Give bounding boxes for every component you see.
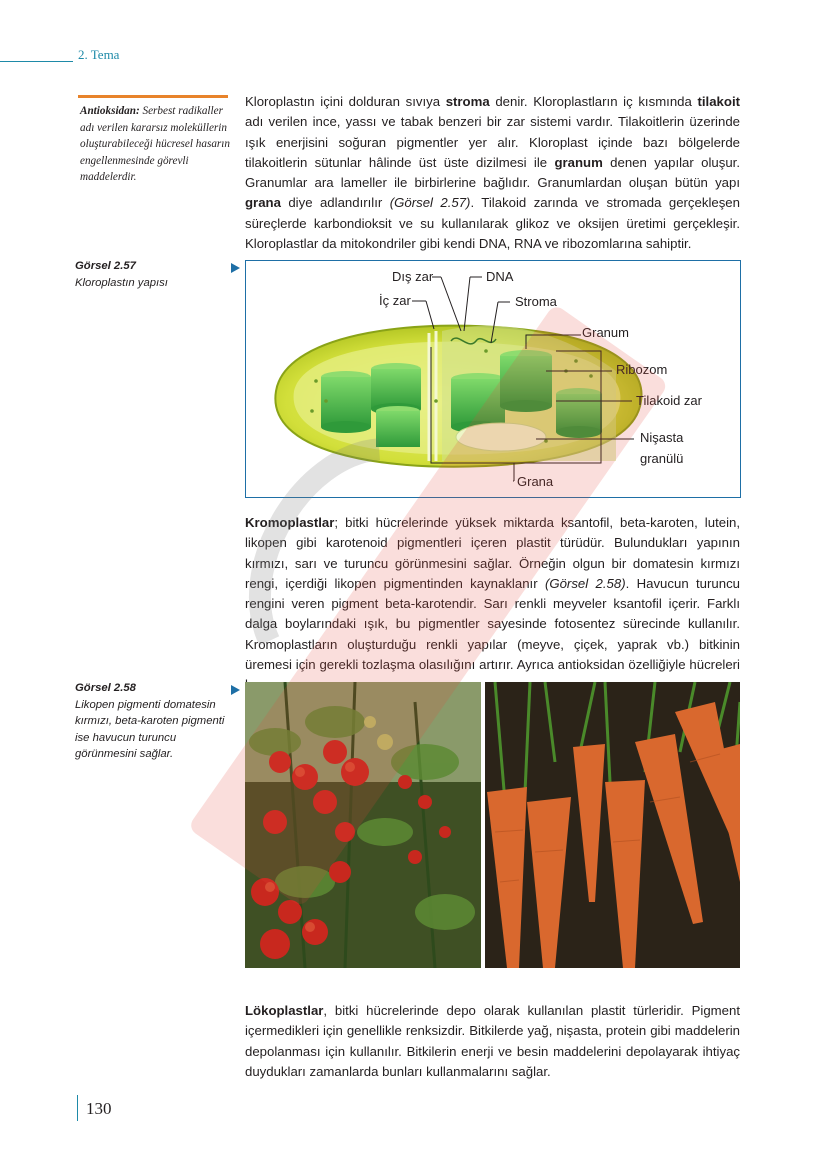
- figure-2-57-caption: [75, 258, 235, 291]
- paragraph-leucoplasts: Lökoplastlar, bitki hücrelerinde depo olarak kullanılan plastit türleridir. Pigment içermedikleri için genellikle renksizdir. Bitkilerde yağ, nişasta, protein gibi maddelerin depolanması için kullanılır. Bitkilerin enerji ve besin maddelerini depolayarak ihtiyaç duydukları zamanlarda bunları kullanmalarını sağlar.: [245, 1003, 740, 1079]
- label-starch-1: Nişasta: [640, 430, 684, 445]
- page-number: 130: [86, 1099, 112, 1118]
- header-rule: [0, 61, 73, 62]
- label-ribosome: Ribozom: [616, 362, 668, 377]
- figure-2-58-description: Likopen pigmenti domatesin kırmızı, beta-karoten pigmenti ise havucun turuncu görünmesini sağlar.: [75, 698, 225, 760]
- chloroplast-illustration: [246, 261, 740, 497]
- footer-rule: [77, 1095, 78, 1121]
- sidenote-text: Serbest radikaller adı verilen kararsız moleküllerin oluşturabileceği hücresel hasarın engellenmesinde görevli maddelerdir.: [80, 105, 230, 183]
- paragraph-chromoplasts: Kromoplastlar; bitki hücrelerinde yüksek miktarda ksantofil, beta-karoten, lutein, likopen gibi karotenoid pigmentleri içeren plastit türüdür. Bulundukları yapının kırmızı, sarı ve turuncu görünmesini sağlar. Örneğin olgun bir domatesin kırmızı rengi, içerdiği likopen pigmentinden kaynaklanır (Görsel 2.58). Havucun turuncu rengini veren pigment beta-karotendir. Sarı renkli meyveler ksantofil içerir. Farklı dalga boylarındaki ışık, bu pigmentler sayesinde fotosentez sürecinde kullanılır. Kromoplastların oluşturduğu renkli yapılar (meyve, çiçek, yaprak vb.) bitkinin üremesi için gerekli tozlaşma olasılığını artırır. Ayrıca antioksidan özelliğiyle hücreleri: [245, 515, 740, 673]
- figure-2-58-title: Görsel 2.58: [75, 682, 136, 694]
- starch-granule: [456, 423, 546, 451]
- label-thylakoid-membrane: Tilakoid zar: [636, 393, 702, 408]
- carrot-photo: [485, 682, 740, 968]
- figure-2-57-title: Görsel 2.57: [75, 260, 136, 272]
- sidenote-term: Antioksidan:: [80, 105, 140, 117]
- label-starch-2: granülü: [640, 451, 684, 466]
- chloroplast-diagram: [245, 260, 741, 498]
- label-granum: Granum: [582, 325, 629, 340]
- label-inner-membrane: İç zar: [379, 293, 411, 308]
- figure-pointer-icon: [231, 263, 240, 273]
- tomato-photo: [245, 682, 481, 968]
- figure-pointer-icon: [231, 685, 240, 695]
- figure-2-57-description: Kloroplastın yapısı: [75, 276, 168, 289]
- figure-2-58-caption: [75, 680, 235, 763]
- label-dna: DNA: [486, 269, 514, 284]
- label-stroma: Stroma: [515, 294, 557, 309]
- section-header: 2. Tema: [78, 47, 120, 62]
- label-outer-membrane: Dış zar: [392, 269, 434, 284]
- sidenote-rule: [78, 95, 228, 98]
- paragraph-chloroplast: Kloroplastın içini dolduran sıvıya stroma denir. Kloroplastların iç kısmında tilakoit adı verilen ince, yassı ve tabak benzeri bir zar sistemi vardır. Tilakoitlerin üzerinde ışık enerjisini soğuran pigmentler yer alır. Kloroplast içinde bazı bölgelerde tilakoitlerin sütunlar hâlinde üst üste dizilmesi ile granum denen yapılar oluşur. Granumlar ara lameller ile birbirlerine bağlıdır. Granumlardan oluşan bütün yapı grana diye adlandırılır (Görsel 2.57). Tilakoid zarında ve stromada gerçekleşen süreçlerde karbondioksit ve su kullanılarak glikoz ve oksijen üretimi gerçekleşir. Kloroplastlar da mitokondriler gibi kendi DNA, RNA ve ribozomlarına sahiptir.: [245, 94, 740, 252]
- antioxidant-sidenote: [80, 103, 230, 186]
- label-grana: Grana: [517, 474, 554, 489]
